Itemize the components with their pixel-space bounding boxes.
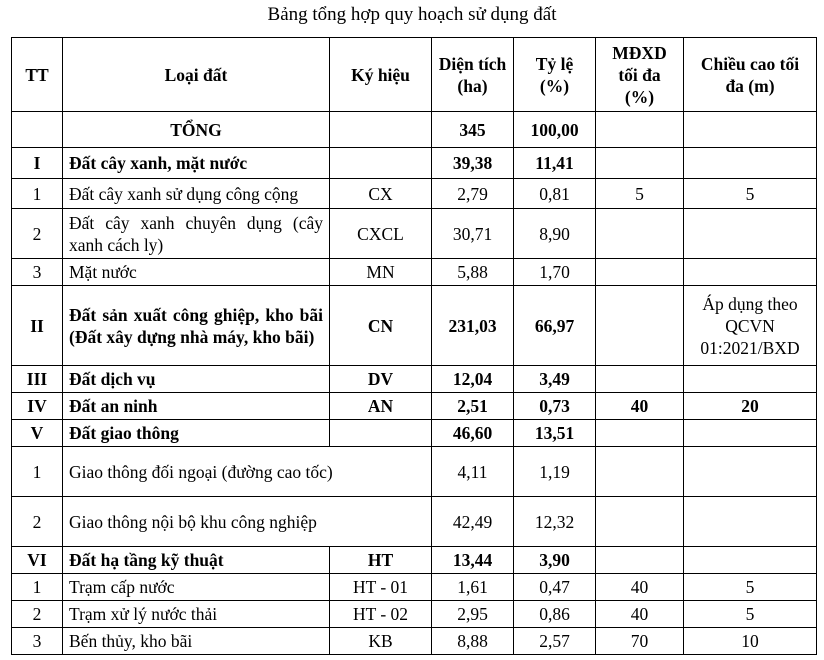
total-ratio: 100,00 [514,112,596,148]
header-tt: TT [12,38,63,112]
row-ratio: 8,90 [514,209,596,259]
row-area: 2,95 [432,601,514,628]
row-tt: 1 [12,574,63,601]
row-area: 5,88 [432,259,514,286]
row-ratio: 0,86 [514,601,596,628]
row-ratio: 12,32 [514,497,596,547]
row-ratio: 0,47 [514,574,596,601]
row-height [684,209,817,259]
row-area: 39,38 [432,148,514,179]
table-row [12,628,817,655]
row-land-name: Giao thông nội bộ khu công nghiệp [63,497,432,547]
table-row [12,447,817,497]
row-height [684,420,817,447]
row-tt: 3 [12,628,63,655]
row-density: 5 [596,179,684,209]
row-area: 42,49 [432,497,514,547]
row-tt: V [12,420,63,447]
row-tt: II [12,286,63,366]
row-tt: 2 [12,601,63,628]
row-density: 70 [596,628,684,655]
row-tt: VI [12,547,63,574]
total-area: 345 [432,112,514,148]
header-ratio: Tỷ lệ (%) [514,38,596,112]
row-density [596,447,684,497]
row-height [684,148,817,179]
row-land-name: Mặt nước [63,259,330,286]
header-height: Chiều cao tối đa (m) [684,38,817,112]
row-area: 12,04 [432,366,514,393]
table-row [12,547,817,574]
table-row [12,420,817,447]
row-height [684,366,817,393]
table-row [12,601,817,628]
row-height [684,447,817,497]
row-ratio: 13,51 [514,420,596,447]
row-area: 231,03 [432,286,514,366]
row-area: 2,79 [432,179,514,209]
row-height: 5 [684,574,817,601]
table-row [12,209,817,259]
row-land-name: Đất cây xanh chuyên dụng (cây xanh cách ly) [63,209,330,259]
row-area: 8,88 [432,628,514,655]
row-land-name: Giao thông đối ngoại (đường cao tốc) [63,447,432,497]
row-height [684,259,817,286]
row-density: 40 [596,574,684,601]
row-code: CXCL [330,209,432,259]
row-land-name: Đất hạ tầng kỹ thuật [63,547,330,574]
header-area: Diện tích (ha) [432,38,514,112]
row-land-name: Đất cây xanh sử dụng công cộng [63,179,330,209]
land-use-table [11,37,817,655]
total-code [330,112,432,148]
row-height: Áp dụng theo QCVN 01:2021/BXD [684,286,817,366]
row-density [596,148,684,179]
row-ratio: 2,57 [514,628,596,655]
header-density: MĐXD tối đa (%) [596,38,684,112]
table-row [12,574,817,601]
row-area: 2,51 [432,393,514,420]
row-land-name: Trạm cấp nước [63,574,330,601]
total-row [12,112,817,148]
row-height: 5 [684,601,817,628]
row-density: 40 [596,393,684,420]
row-tt: 2 [12,209,63,259]
row-area: 46,60 [432,420,514,447]
total-label: TỔNG [63,112,330,148]
row-code: HT - 02 [330,601,432,628]
total-height [684,112,817,148]
row-land-name: Trạm xử lý nước thải [63,601,330,628]
row-area: 1,61 [432,574,514,601]
row-ratio: 0,81 [514,179,596,209]
total-density [596,112,684,148]
table-row [12,259,817,286]
row-tt: 2 [12,497,63,547]
table-row [12,366,817,393]
row-tt: 1 [12,179,63,209]
table-row [12,148,817,179]
row-code: KB [330,628,432,655]
table-title: Bảng tổng hợp quy hoạch sử dụng đất [267,4,557,25]
row-height: 10 [684,628,817,655]
header-row [12,38,817,112]
row-tt: 3 [12,259,63,286]
row-tt: IV [12,393,63,420]
row-code: MN [330,259,432,286]
row-tt: III [12,366,63,393]
row-land-name: Đất cây xanh, mặt nước [63,148,330,179]
row-ratio: 3,49 [514,366,596,393]
row-density [596,209,684,259]
row-land-name: Đất dịch vụ [63,366,330,393]
row-code: CX [330,179,432,209]
table-row [12,497,817,547]
row-height: 20 [684,393,817,420]
row-code [330,420,432,447]
row-area: 4,11 [432,447,514,497]
header-code: Ký hiệu [330,38,432,112]
row-density [596,497,684,547]
row-land-name: Đất giao thông [63,420,330,447]
row-code: DV [330,366,432,393]
row-height [684,497,817,547]
row-density [596,420,684,447]
table-body [12,148,817,655]
row-land-name: Đất sản xuất công ghiệp, kho bãi (Đất xây dựng nhà máy, kho bãi) [63,286,330,366]
row-density [596,547,684,574]
row-height [684,547,817,574]
row-code: CN [330,286,432,366]
row-density: 40 [596,601,684,628]
row-density [596,259,684,286]
total-tt [12,112,63,148]
row-code: AN [330,393,432,420]
row-land-name: Bến thủy, kho bãi [63,628,330,655]
row-land-name: Đất an ninh [63,393,330,420]
row-ratio: 0,73 [514,393,596,420]
row-density [596,366,684,393]
table-row [12,179,817,209]
row-code: HT - 01 [330,574,432,601]
table-row [12,286,817,366]
row-tt: I [12,148,63,179]
header-land-type: Loại đất [63,38,330,112]
row-ratio: 66,97 [514,286,596,366]
row-ratio: 1,70 [514,259,596,286]
row-area: 30,71 [432,209,514,259]
row-density [596,286,684,366]
row-ratio: 3,90 [514,547,596,574]
row-height: 5 [684,179,817,209]
row-ratio: 11,41 [514,148,596,179]
row-tt: 1 [12,447,63,497]
table-row [12,393,817,420]
row-code [330,148,432,179]
row-code: HT [330,547,432,574]
row-ratio: 1,19 [514,447,596,497]
row-area: 13,44 [432,547,514,574]
